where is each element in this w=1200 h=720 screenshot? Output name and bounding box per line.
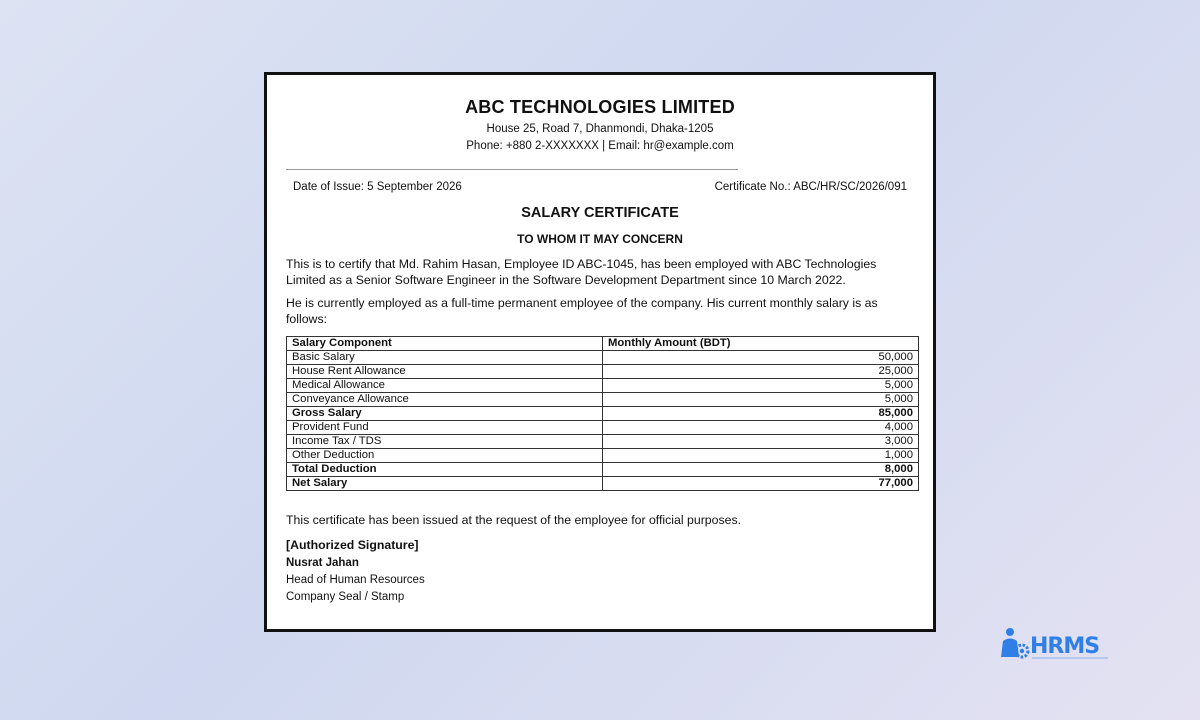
company-seal-line: Company Seal / Stamp: [286, 591, 405, 603]
company-contact: Phone: +880 2-XXXXXXX | Email: hr@example.com: [466, 140, 734, 152]
column-header-amount: Monthly Amount (BDT): [603, 337, 919, 351]
salary-amount: 25,000: [603, 365, 919, 379]
salary-component: Gross Salary: [287, 407, 603, 421]
certificate-subtitle: TO WHOM IT MAY CONCERN: [517, 232, 683, 246]
net-salary-row: [287, 477, 919, 491]
table-row: [287, 435, 919, 449]
signatory-name: Nusrat Jahan: [286, 557, 359, 569]
salary-amount: 50,000: [603, 351, 919, 365]
employment-paragraph: This is to certify that Md. Rahim Hasan, Employee ID ABC-1045, has been employed with ABC Technologies Limited as a Senior Software Engineer in the Software Development Department since 10 March 2022.: [286, 257, 877, 287]
date-of-issue: Date of Issue: 5 September 2026: [293, 181, 462, 193]
salary-certificate-document: [264, 72, 936, 632]
hrms-logo-icon: [1000, 627, 1112, 663]
signatory-title: Head of Human Resources: [286, 574, 425, 586]
salary-amount: 85,000: [603, 407, 919, 421]
salary-component: Total Deduction: [287, 463, 603, 477]
salary-intro-paragraph: He is currently employed as a full-time permanent employee of the company. His current monthly salary is as follows:: [286, 296, 878, 326]
table-row: [287, 449, 919, 463]
column-header-component: Salary Component: [287, 337, 603, 351]
company-name: ABC TECHNOLOGIES LIMITED: [465, 97, 735, 117]
hrms-logo: [1000, 627, 1112, 663]
salary-amount: 8,000: [603, 463, 919, 477]
salary-component: Conveyance Allowance: [287, 393, 603, 407]
salary-component: Other Deduction: [287, 449, 603, 463]
table-header-row: [287, 337, 919, 351]
salary-amount: 77,000: [603, 477, 919, 491]
table-row: [287, 365, 919, 379]
salary-component: Basic Salary: [287, 351, 603, 365]
table-row: [287, 351, 919, 365]
salary-component: Income Tax / TDS: [287, 435, 603, 449]
header-divider: [286, 169, 738, 170]
salary-amount: 3,000: [603, 435, 919, 449]
closing-paragraph: This certificate has been issued at the request of the employee for official purposes.: [286, 513, 742, 527]
certificate-number: Certificate No.: ABC/HR/SC/2026/091: [714, 181, 907, 193]
salary-component: Provident Fund: [287, 421, 603, 435]
gross-salary-row: [287, 407, 919, 421]
svg-text:HRMS: HRMS: [1030, 634, 1100, 659]
salary-amount: 5,000: [603, 379, 919, 393]
signature-label: [Authorized Signature]: [286, 538, 419, 552]
salary-component: Medical Allowance: [287, 379, 603, 393]
salary-amount: 5,000: [603, 393, 919, 407]
total-deduction-row: [287, 463, 919, 477]
salary-component: House Rent Allowance: [287, 365, 603, 379]
table-row: [287, 393, 919, 407]
certificate-title: SALARY CERTIFICATE: [521, 205, 679, 221]
company-address: House 25, Road 7, Dhanmondi, Dhaka-1205: [486, 123, 714, 135]
table-row: [287, 379, 919, 393]
salary-amount: 4,000: [603, 421, 919, 435]
salary-component: Net Salary: [287, 477, 603, 491]
salary-amount: 1,000: [603, 449, 919, 463]
salary-table: [286, 336, 919, 491]
table-row: [287, 421, 919, 435]
